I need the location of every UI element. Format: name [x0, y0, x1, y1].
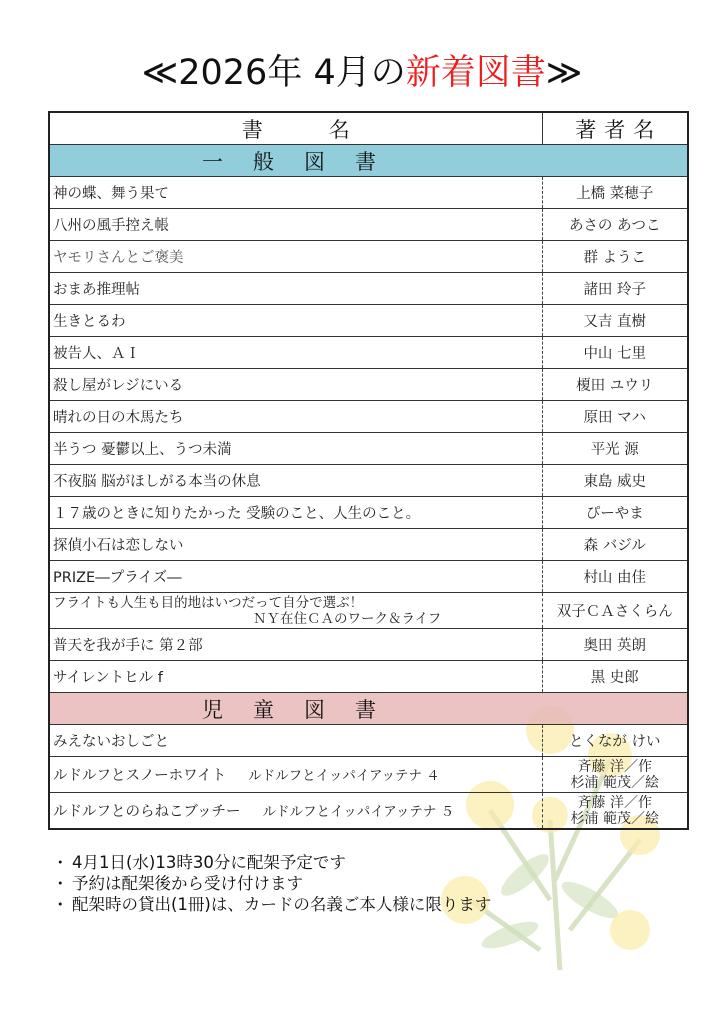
table-row: １７歳のときに知りたかった 受験のこと、人生のこと。 ぴーやま: [49, 497, 688, 529]
notes-list: [52, 852, 491, 915]
table-row: 探偵小石は恋しない 森 バジル: [49, 529, 688, 561]
page-title: [0, 48, 724, 98]
table-row: 八州の風手控え帳 あさの あつこ: [49, 209, 688, 241]
note-item: ・ 予約は配架後から受け付けます: [52, 874, 303, 893]
table-header-row: [49, 112, 688, 145]
table-row: ヤモリさんとご褒美 群 ようこ: [49, 241, 688, 273]
table-row: みえないおしごと とくなが けい: [49, 725, 688, 757]
header-author: 著者名: [542, 112, 688, 145]
table-row: 殺し屋がレジにいる 榎田 ユウリ: [49, 369, 688, 401]
table-row: サイレントヒル f 黒 史郎: [49, 661, 688, 693]
table-row: ルドルフとのらねこブッチー ルドルフとイッパイアッテナ ５ 斉藤 洋／作 杉浦 範茂／絵: [49, 793, 688, 830]
section-children: [49, 693, 688, 725]
title-accent: 新着図書: [405, 53, 546, 93]
table-row: 生きとるわ 又吉 直樹: [49, 305, 688, 337]
table-row: 普天を我が手に 第２部 奥田 英朗: [49, 629, 688, 661]
table-row: おまあ推理帖 諸田 玲子: [49, 273, 688, 305]
note-item: ・ 4月1日(水)13時30分に配架予定です: [52, 853, 346, 872]
section-label: 一般図書: [202, 149, 406, 174]
note-item: ・ 配架時の貸出(1冊)は、カードの名義ご本人様に限ります: [52, 895, 492, 914]
table-row: フライトも人生も目的地はいつだって自分で選ぶ！ ＮＹ在住ＣＡのワーク＆ライフ 双子ＣＡさくらん: [49, 593, 688, 629]
table-row: 半うつ 憂鬱以上、うつ未満 平光 源: [49, 433, 688, 465]
section-general: [49, 145, 688, 177]
table-row: ルドルフとスノーホワイト ルドルフとイッパイアッテナ ４ 斉藤 洋／作 杉浦 範茂／絵: [49, 757, 688, 793]
new-books-table: [48, 111, 689, 830]
table-row: 被告人、ＡＩ 中山 七里: [49, 337, 688, 369]
header-title: 書名: [49, 112, 542, 145]
table-row: 不夜脳 脳がほしがる本当の休息 東島 威史: [49, 465, 688, 497]
table-row: 晴れの日の木馬たち 原田 マハ: [49, 401, 688, 433]
title-prefix: ≪2026年 4月の: [141, 53, 406, 93]
table-row: PRIZE―プライズ― 村山 由佳: [49, 561, 688, 593]
section-label: 児童図書: [202, 697, 406, 722]
table-row: 神の蝶、舞う果て 上橋 菜穂子: [49, 177, 688, 209]
title-suffix: ≫: [545, 53, 583, 93]
